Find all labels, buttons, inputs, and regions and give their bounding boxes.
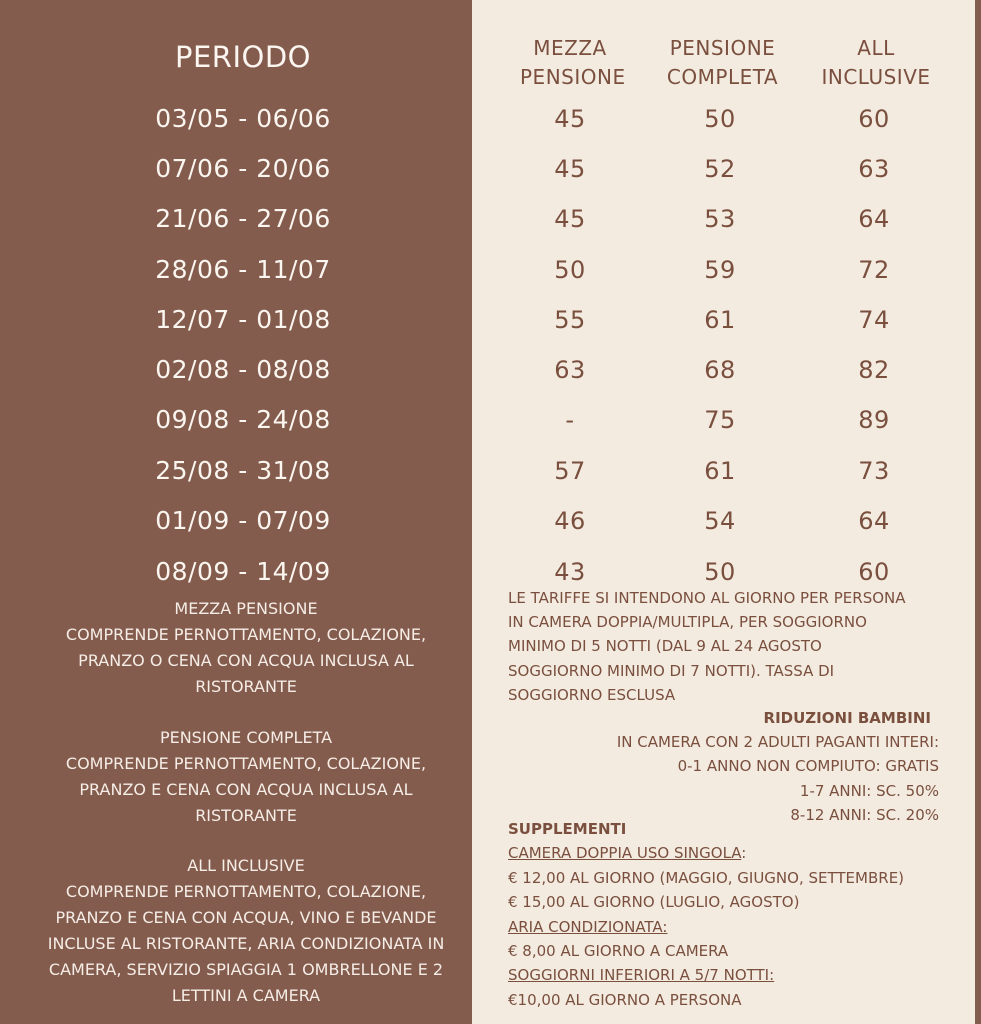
aria-line: € 8,00 AL GIORNO A CAMERA	[508, 942, 729, 961]
mezza-price: 50	[554, 256, 586, 284]
singola-title: CAMERA DOPPIA USO SINGOLA	[508, 844, 742, 863]
column-header-pensione-completa	[660, 34, 785, 92]
note-line: LE TARIFFE SI INTENDONO AL GIORNO PER PERSONA	[508, 589, 906, 607]
completa-price: 61	[704, 306, 736, 334]
description-line: RISTORANTE	[195, 677, 297, 696]
completa-price: 53	[704, 205, 736, 233]
riduzioni-line: 0-1 ANNO NON COMPIUTO: GRATIS	[677, 757, 939, 776]
completa-price: 50	[704, 558, 736, 586]
description-title: MEZZA PENSIONE	[174, 599, 318, 618]
column-header-line: COMPLETA	[666, 65, 779, 89]
completa-price: 54	[704, 507, 736, 535]
singola-line: € 15,00 AL GIORNO (LUGLIO, AGOSTO)	[508, 893, 800, 912]
description-line: INCLUSE AL RISTORANTE, ARIA CONDIZIONATA IN	[47, 934, 445, 953]
all-price: 63	[858, 155, 890, 183]
supplementi-title: SUPPLEMENTI	[508, 820, 627, 838]
completa-price: 75	[704, 406, 736, 434]
tariff-note	[508, 586, 948, 707]
note-line: SOGGIORNO MINIMO DI 7 NOTTI). TASSA DI	[508, 661, 835, 680]
pensione-completa-description	[20, 725, 472, 829]
riduzioni-line: 8-12 ANNI: SC. 20%	[790, 805, 939, 824]
completa-price: 68	[704, 356, 736, 384]
singola-heading	[508, 841, 958, 865]
column-header-line: INCLUSIVE	[821, 65, 931, 89]
mezza-price: 45	[554, 105, 586, 133]
column-header-all-inclusive	[816, 34, 936, 92]
supplementi	[508, 817, 958, 1012]
inferiori-line: €10,00 AL GIORNO A PERSONA	[508, 990, 742, 1009]
mezza-price: 63	[554, 356, 586, 384]
mezza-price: 57	[554, 457, 586, 485]
all-price: 64	[858, 507, 890, 535]
note-line: MINIMO DI 5 NOTTI (DAL 9 AL 24 AGOSTO	[508, 637, 822, 656]
description-line: CAMERA, SERVIZIO SPIAGGIA 1 OMBRELLONE E 2	[48, 960, 444, 979]
period-cell: 03/05 - 06/06	[155, 104, 331, 133]
description-line: PRANZO E CENA CON ACQUA INCLUSA AL	[79, 780, 413, 799]
description-line: COMPRENDE PERNOTTAMENTO, COLAZIONE,	[65, 882, 427, 901]
description-line: COMPRENDE PERNOTTAMENTO, COLAZIONE,	[65, 754, 427, 773]
completa-price: 52	[704, 155, 736, 183]
all-price: 74	[858, 306, 890, 334]
all-price: 72	[858, 256, 890, 284]
description-title: PENSIONE COMPLETA	[159, 728, 333, 747]
completa-price: 50	[704, 105, 736, 133]
period-cell: 12/07 - 01/08	[155, 305, 331, 334]
description-line: PRANZO E CENA CON ACQUA, VINO E BEVANDE	[55, 908, 437, 927]
riduzioni-line: 1-7 ANNI: SC. 50%	[799, 781, 939, 800]
period-cell: 09/08 - 24/08	[155, 405, 331, 434]
completa-price: 59	[704, 256, 736, 284]
period-cell: 28/06 - 11/07	[155, 255, 331, 284]
description-line: RISTORANTE	[195, 806, 297, 825]
period-cell: 21/06 - 27/06	[155, 204, 331, 233]
description-line: LETTINI A CAMERA	[171, 986, 321, 1005]
periodo-heading: PERIODO	[175, 40, 311, 74]
description-line: COMPRENDE PERNOTTAMENTO, COLAZIONE,	[65, 625, 427, 644]
all-price: 60	[858, 105, 890, 133]
period-cell: 02/08 - 08/08	[155, 355, 331, 384]
note-line: SOGGIORNO ESCLUSA	[508, 685, 676, 704]
mezza-price: 45	[554, 205, 586, 233]
column-header-line: PENSIONE	[520, 65, 626, 89]
all-price: 73	[858, 457, 890, 485]
mezza-price: 43	[554, 558, 586, 586]
mezza-price: -	[565, 406, 575, 434]
note-line: IN CAMERA DOPPIA/MULTIPLA, PER SOGGIORNO	[508, 613, 867, 632]
all-inclusive-description	[20, 853, 472, 1009]
period-cell: 08/09 - 14/09	[155, 557, 331, 586]
all-price: 82	[858, 356, 890, 384]
column-header-line: PENSIONE	[669, 36, 776, 60]
completa-price: 61	[704, 457, 736, 485]
description-line: PRANZO O CENA CON ACQUA INCLUSA AL	[78, 651, 414, 670]
mezza-price: 46	[554, 507, 586, 535]
description-title: ALL INCLUSIVE	[187, 856, 305, 875]
all-price: 60	[858, 558, 890, 586]
period-cell: 01/09 - 07/09	[155, 506, 331, 535]
right-edge-strip	[975, 0, 981, 1024]
riduzioni-line: IN CAMERA CON 2 ADULTI PAGANTI INTERI:	[616, 733, 939, 752]
all-price: 64	[858, 205, 890, 233]
column-header-line: ALL	[857, 36, 895, 60]
column-header-mezza-pensione	[520, 34, 626, 92]
riduzioni-title: RIDUZIONI BAMBINI	[763, 709, 931, 727]
inferiori-title: SOGGIORNI INFERIORI A 5/7 NOTTI:	[508, 966, 775, 985]
riduzioni-bambini	[617, 706, 939, 827]
singola-colon: :	[741, 844, 747, 863]
period-cell: 07/06 - 20/06	[155, 154, 331, 183]
singola-line: € 12,00 AL GIORNO (MAGGIO, GIUGNO, SETTEMBRE)	[508, 868, 905, 887]
column-header-line: MEZZA	[533, 36, 607, 60]
period-cell: 25/08 - 31/08	[155, 456, 331, 485]
mezza-pensione-description	[20, 596, 472, 700]
aria-title: ARIA CONDIZIONATA:	[508, 917, 668, 936]
mezza-price: 45	[554, 155, 586, 183]
all-price: 89	[858, 406, 890, 434]
mezza-price: 55	[554, 306, 586, 334]
